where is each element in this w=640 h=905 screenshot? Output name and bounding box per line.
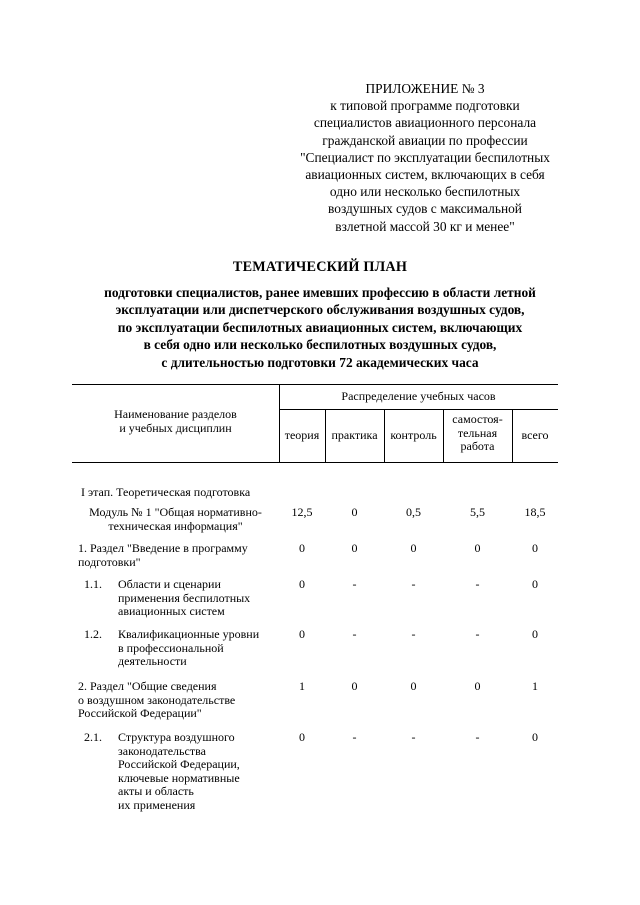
- cell-practice: -: [352, 730, 357, 744]
- column-header-line: контроль: [390, 428, 437, 442]
- cell-theory: 0: [299, 541, 305, 555]
- cell-self-study: 0: [474, 679, 481, 693]
- cell-total: 0: [532, 541, 538, 555]
- cell-self-study: -: [475, 577, 480, 591]
- cell-total: 1: [532, 679, 538, 693]
- document-title: ТЕМАТИЧЕСКИЙ ПЛАН: [232, 259, 408, 275]
- row-name-line: Российской Федерации": [78, 706, 202, 721]
- row-name-line: 1. Раздел "Введение в программу: [78, 541, 248, 555]
- appendix-line: авиационных систем, включающих в себя: [305, 167, 545, 183]
- cell-practice: 0: [351, 679, 358, 693]
- cell-theory: 0: [299, 577, 305, 591]
- column-header-practice: [325, 429, 384, 443]
- appendix-line: к типовой программе подготовки: [330, 98, 520, 114]
- cell-control: -: [411, 577, 416, 591]
- row-name-line: Квалификационные уровни: [118, 627, 260, 641]
- subtitle-line: с длительностью подготовки 72 академических часа: [161, 354, 479, 370]
- cell-total: 0: [532, 577, 538, 591]
- cell-total: 0: [532, 627, 538, 641]
- row-name-line: подготовки": [78, 554, 141, 569]
- cell-theory: 0: [299, 627, 305, 641]
- row-name-line: Структура воздушного: [118, 730, 235, 744]
- cell-practice: 0: [351, 541, 358, 555]
- row-name-line: авиационных систем: [118, 604, 225, 619]
- distribution-header: Распределение учебных часов: [341, 389, 496, 403]
- row-name-line: Российской Федерации,: [118, 757, 240, 772]
- column-header-total: [512, 429, 558, 443]
- subtitle-line: в себя одно или несколько беспилотных воздушных судов,: [143, 337, 497, 353]
- appendix-block: [270, 80, 580, 235]
- column-header-line: тельная: [457, 425, 498, 440]
- stage-heading: I этап. Теоретическая подготовка: [81, 485, 251, 499]
- column-header-control: [384, 429, 443, 443]
- name-column-header: [72, 408, 279, 435]
- column-header-theory: [279, 429, 325, 443]
- table-row-name: [118, 578, 278, 619]
- row-name-line: законодательства: [118, 743, 206, 758]
- header-bottom-rule: [72, 462, 558, 463]
- row-number: 2.1.: [84, 730, 102, 744]
- row-name-line: их применения: [118, 797, 196, 812]
- column-header-line: работа: [460, 439, 495, 454]
- cell-theory: 1: [299, 679, 305, 693]
- cell-practice: 0: [351, 505, 358, 519]
- row-name-line: Области и сценарии: [118, 577, 221, 591]
- cell-control: 0,5: [406, 505, 421, 519]
- row-name-line: ключевые нормативные: [118, 770, 240, 785]
- row-name-line: применения беспилотных: [118, 590, 251, 605]
- cell-control: -: [411, 627, 416, 641]
- cell-total: 18,5: [524, 505, 546, 519]
- distribution-header-rule: [279, 409, 558, 410]
- cell-self-study: 0: [474, 541, 481, 555]
- table-row-name: [118, 731, 278, 813]
- row-name-line: о воздушном законодательстве: [78, 692, 236, 707]
- row-name-line: деятельности: [118, 654, 187, 669]
- cell-control: 0: [410, 679, 417, 693]
- cell-self-study: -: [475, 730, 480, 744]
- appendix-line: специалистов авиационного персонала: [313, 115, 537, 131]
- cell-practice: -: [352, 577, 357, 591]
- subtitle-line: подготовки специалистов, ранее имевших профессию в области летной: [104, 285, 536, 300]
- row-number: 1.1.: [84, 577, 102, 591]
- cell-practice: -: [352, 627, 357, 641]
- cell-self-study: 5,5: [470, 505, 485, 519]
- document-subtitle: [60, 284, 580, 371]
- name-header-line: Наименование разделов: [114, 407, 237, 421]
- row-number: 1.2.: [84, 627, 102, 641]
- appendix-line: одно или несколько беспилотных: [329, 184, 521, 200]
- row-name-line: акты и область: [118, 784, 194, 799]
- table-top-rule: [72, 384, 558, 385]
- table-row-name: [72, 506, 279, 533]
- table-row-name: [78, 680, 278, 721]
- cell-control: -: [411, 730, 416, 744]
- column-header-self-study: [443, 413, 512, 454]
- subtitle-line: по эксплуатации беспилотных авиационных систем, включающих: [117, 319, 523, 335]
- cell-theory: 0: [299, 730, 305, 744]
- row-name-line: 2. Раздел "Общие сведения: [78, 679, 217, 693]
- column-header-line: практика: [331, 428, 378, 442]
- column-header-line: всего: [521, 428, 549, 442]
- cell-total: 0: [532, 730, 538, 744]
- appendix-line: взлетной массой 30 кг и менее": [335, 218, 515, 234]
- appendix-line: воздушных судов с максимальной: [328, 201, 522, 217]
- cell-control: 0: [410, 541, 417, 555]
- table-row-name: [118, 628, 278, 669]
- column-header-line: теория: [284, 428, 320, 442]
- table-row-name: [78, 542, 278, 569]
- appendix-line: "Специалист по эксплуатации беспилотных: [300, 149, 550, 165]
- row-name-line: Модуль № 1 "Общая нормативно-: [89, 505, 262, 519]
- cell-theory: 12,5: [291, 505, 313, 519]
- appendix-line: гражданской авиации по профессии: [322, 132, 528, 148]
- row-name-line: техническая информация": [108, 518, 243, 533]
- column-header-line: самостоя-: [452, 412, 503, 426]
- name-header-line: и учебных дисциплин: [119, 420, 232, 435]
- row-name-line: в профессиональной: [118, 640, 224, 655]
- cell-self-study: -: [475, 627, 480, 641]
- subtitle-line: эксплуатации или диспетчерского обслуживания воздушных судов,: [115, 302, 525, 318]
- appendix-line: ПРИЛОЖЕНИЕ № 3: [365, 81, 485, 96]
